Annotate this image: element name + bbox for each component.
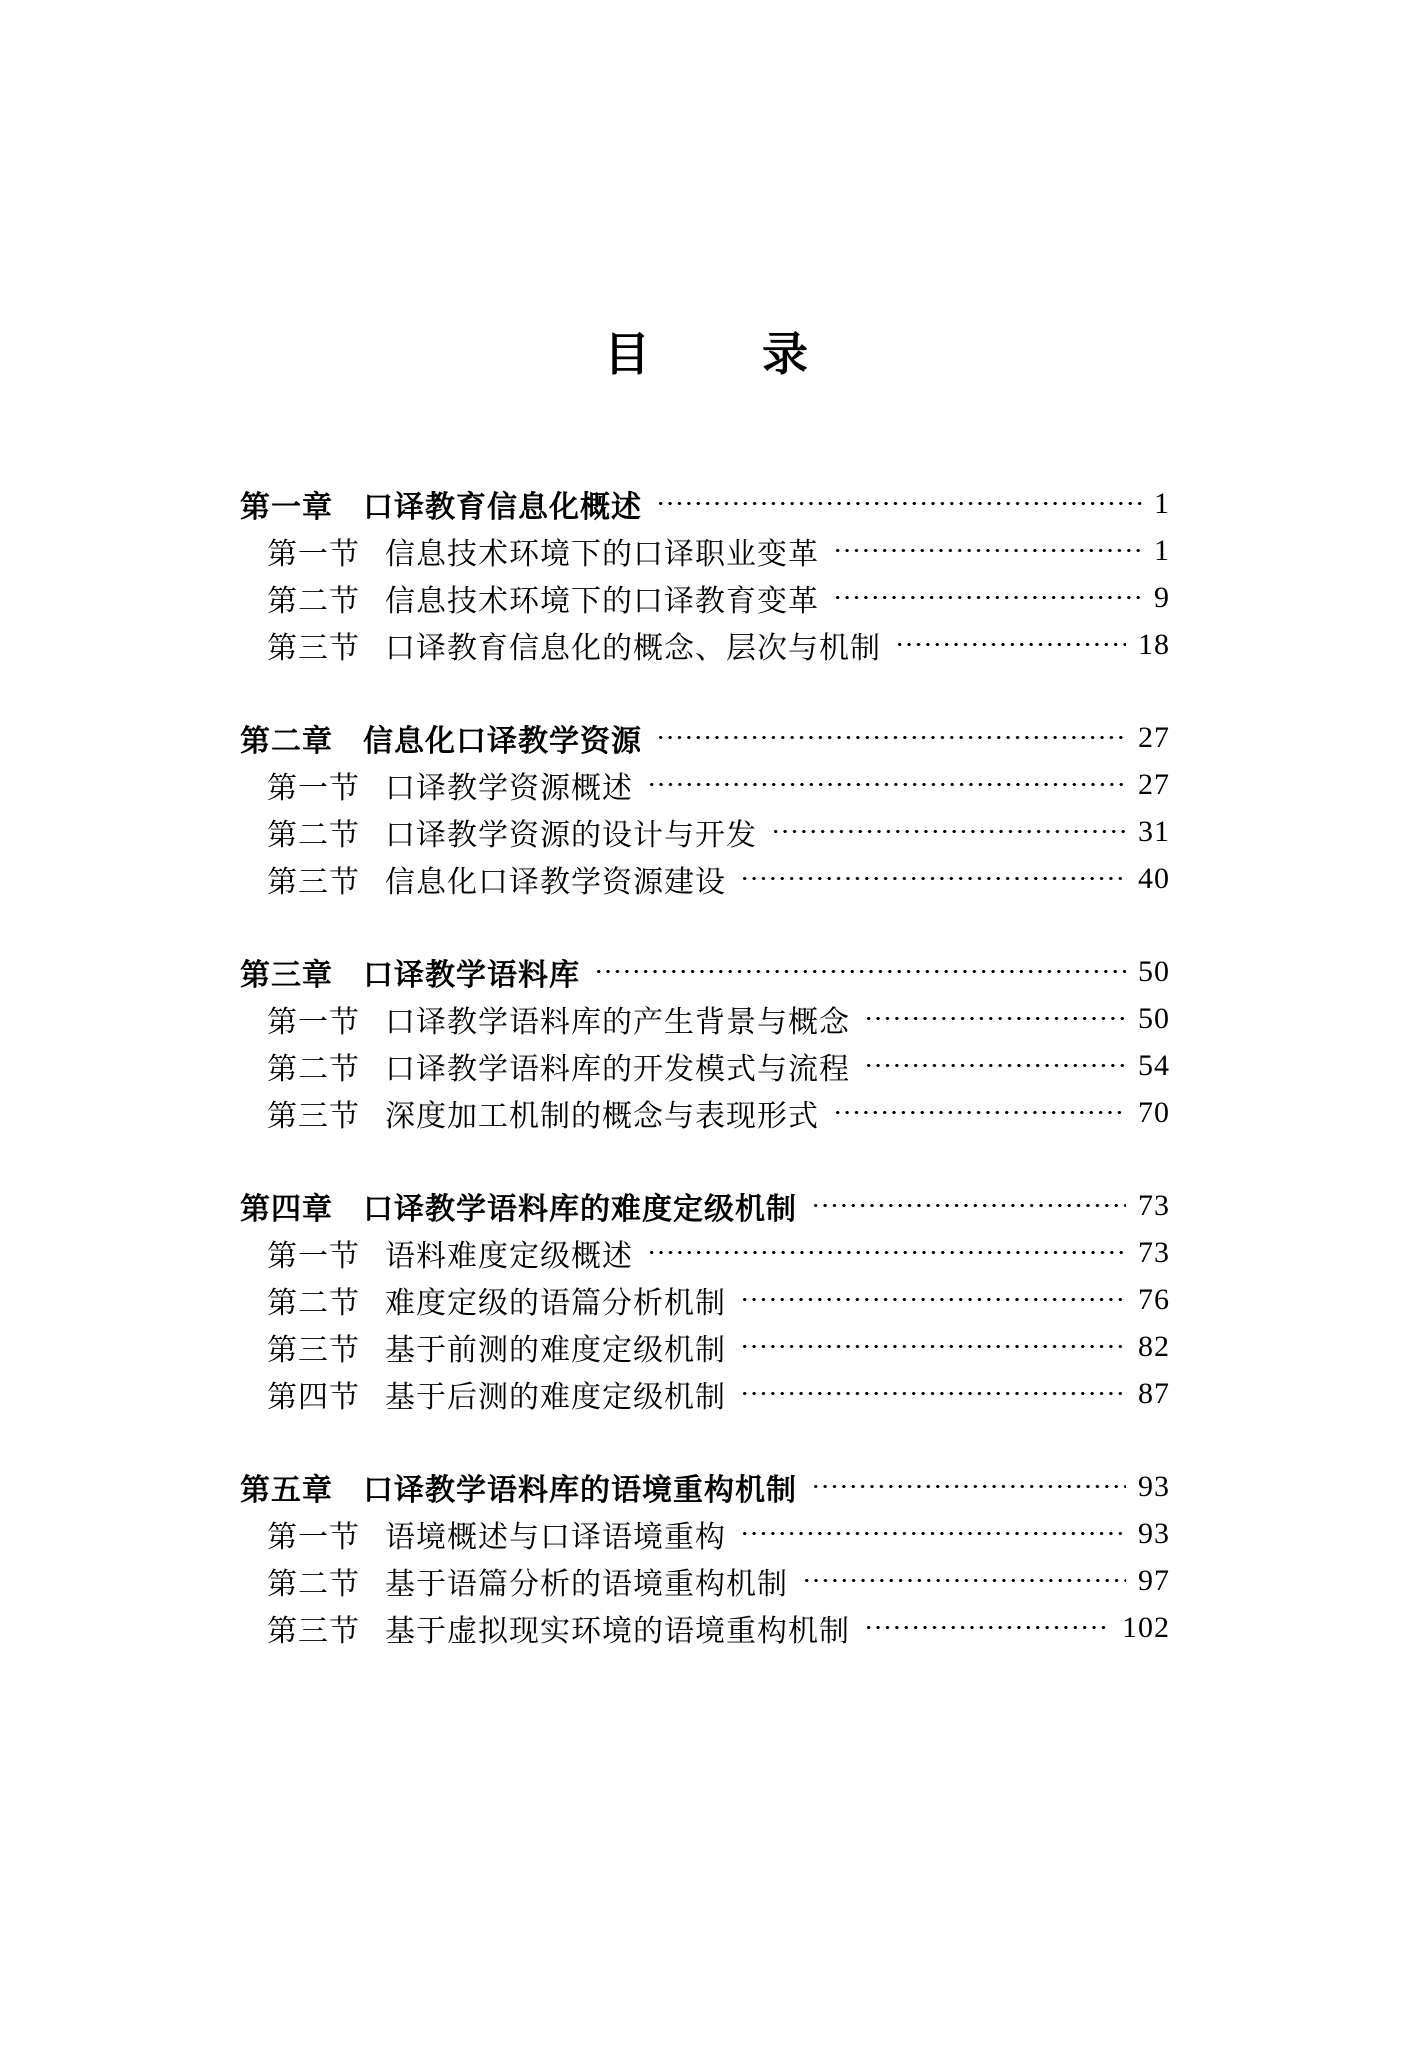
section-title: 信息技术环境下的口译教育变革 bbox=[385, 584, 819, 618]
toc-group bbox=[240, 480, 1170, 668]
section-title: 难度定级的语篇分析机制 bbox=[385, 1286, 726, 1320]
toc-section-row bbox=[240, 621, 1170, 668]
toc-group bbox=[240, 714, 1170, 902]
page-title-char-2: 录 bbox=[762, 329, 808, 380]
dot-leader bbox=[862, 1604, 1110, 1651]
toc-group bbox=[240, 1463, 1170, 1651]
toc-section-row bbox=[240, 1604, 1170, 1651]
section-title: 基于虚拟现实环境的语境重构机制 bbox=[385, 1614, 850, 1648]
chapter-label: 第三章 bbox=[240, 958, 333, 992]
section-title: 口译教学语料库的开发模式与流程 bbox=[385, 1052, 850, 1086]
dot-leader bbox=[738, 1510, 1126, 1557]
toc-section-row bbox=[240, 1229, 1170, 1276]
chapter-title: 口译教学语料库的难度定级机制 bbox=[363, 1192, 797, 1226]
section-label: 第三节 bbox=[267, 1614, 360, 1648]
section-title: 语料难度定级概述 bbox=[385, 1239, 633, 1273]
chapter-label: 第四章 bbox=[240, 1192, 333, 1226]
toc-chapter-row bbox=[240, 480, 1170, 527]
page-number: 50 bbox=[1138, 954, 1170, 988]
section-title: 口译教育信息化的概念、层次与机制 bbox=[385, 631, 881, 665]
chapter-title: 口译教育信息化概述 bbox=[363, 490, 642, 524]
page-number: 87 bbox=[1138, 1376, 1170, 1410]
dot-leader bbox=[769, 808, 1126, 855]
section-title: 信息技术环境下的口译职业变革 bbox=[385, 537, 819, 571]
dot-leader bbox=[738, 1370, 1126, 1417]
toc-section-row bbox=[240, 1370, 1170, 1417]
section-label: 第一节 bbox=[267, 771, 360, 805]
section-title: 口译教学语料库的产生背景与概念 bbox=[385, 1005, 850, 1039]
page-number: 73 bbox=[1138, 1235, 1170, 1269]
section-label: 第二节 bbox=[267, 584, 360, 618]
section-label: 第三节 bbox=[267, 1099, 360, 1133]
section-label: 第二节 bbox=[267, 1567, 360, 1601]
section-label: 第一节 bbox=[267, 537, 360, 571]
section-title: 基于语篇分析的语境重构机制 bbox=[385, 1567, 788, 1601]
page-number: 27 bbox=[1138, 767, 1170, 801]
page-number: 27 bbox=[1138, 720, 1170, 754]
section-title: 口译教学资源概述 bbox=[385, 771, 633, 805]
section-label: 第三节 bbox=[267, 865, 360, 899]
section-label: 第一节 bbox=[267, 1005, 360, 1039]
section-title: 基于后测的难度定级机制 bbox=[385, 1380, 726, 1414]
section-label: 第三节 bbox=[267, 631, 360, 665]
chapter-label: 第二章 bbox=[240, 724, 333, 758]
dot-leader bbox=[831, 527, 1142, 574]
chapter-title: 信息化口译教学资源 bbox=[363, 724, 642, 758]
chapter-label: 第一章 bbox=[240, 490, 333, 524]
dot-leader bbox=[738, 1276, 1126, 1323]
section-label: 第四节 bbox=[267, 1380, 360, 1414]
page-number: 97 bbox=[1138, 1563, 1170, 1597]
page-number: 93 bbox=[1138, 1516, 1170, 1550]
section-label: 第一节 bbox=[267, 1520, 360, 1554]
chapter-label: 第五章 bbox=[240, 1473, 333, 1507]
toc-section-row bbox=[240, 761, 1170, 808]
page-number: 40 bbox=[1138, 861, 1170, 895]
page-number: 73 bbox=[1138, 1188, 1170, 1222]
page-title-char-1: 目 bbox=[604, 329, 650, 380]
section-label: 第三节 bbox=[267, 1333, 360, 1367]
page-number: 50 bbox=[1138, 1001, 1170, 1035]
toc-section-row bbox=[240, 1557, 1170, 1604]
book-page bbox=[0, 329, 1412, 2050]
page-number: 54 bbox=[1138, 1048, 1170, 1082]
dot-leader bbox=[831, 1089, 1126, 1136]
page-number: 70 bbox=[1138, 1095, 1170, 1129]
chapter-title: 口译教学语料库 bbox=[363, 958, 580, 992]
dot-leader bbox=[592, 948, 1126, 995]
section-title: 基于前测的难度定级机制 bbox=[385, 1333, 726, 1367]
toc-section-row bbox=[240, 574, 1170, 621]
dot-leader bbox=[809, 1182, 1126, 1229]
section-title: 语境概述与口译语境重构 bbox=[385, 1520, 726, 1554]
section-label: 第一节 bbox=[267, 1239, 360, 1273]
toc-section-row bbox=[240, 1089, 1170, 1136]
section-label: 第二节 bbox=[267, 1286, 360, 1320]
dot-leader bbox=[809, 1463, 1126, 1510]
section-title: 信息化口译教学资源建设 bbox=[385, 865, 726, 899]
dot-leader bbox=[862, 1042, 1126, 1089]
toc-chapter-row bbox=[240, 714, 1170, 761]
section-label: 第二节 bbox=[267, 818, 360, 852]
page-number: 18 bbox=[1138, 627, 1170, 661]
dot-leader bbox=[654, 714, 1126, 761]
dot-leader bbox=[654, 480, 1142, 527]
page-number: 93 bbox=[1138, 1469, 1170, 1503]
toc-chapter-row bbox=[240, 1463, 1170, 1510]
dot-leader bbox=[893, 621, 1126, 668]
toc-section-row bbox=[240, 855, 1170, 902]
dot-leader bbox=[862, 995, 1126, 1042]
toc-section-row bbox=[240, 1510, 1170, 1557]
section-title: 口译教学资源的设计与开发 bbox=[385, 818, 757, 852]
chapter-title: 口译教学语料库的语境重构机制 bbox=[363, 1473, 797, 1507]
page-number: 76 bbox=[1138, 1282, 1170, 1316]
page-number: 102 bbox=[1122, 1610, 1170, 1644]
toc-group bbox=[240, 1182, 1170, 1417]
toc-group bbox=[240, 948, 1170, 1136]
section-title: 深度加工机制的概念与表现形式 bbox=[385, 1099, 819, 1133]
page-title bbox=[0, 329, 1412, 380]
dot-leader bbox=[738, 855, 1126, 902]
toc-section-row bbox=[240, 1276, 1170, 1323]
toc-section-row bbox=[240, 527, 1170, 574]
dot-leader bbox=[645, 761, 1126, 808]
page-number: 82 bbox=[1138, 1329, 1170, 1363]
toc-chapter-row bbox=[240, 1182, 1170, 1229]
dot-leader bbox=[738, 1323, 1126, 1370]
section-label: 第二节 bbox=[267, 1052, 360, 1086]
toc-chapter-row bbox=[240, 948, 1170, 995]
toc-section-row bbox=[240, 1323, 1170, 1370]
page-number: 1 bbox=[1154, 486, 1170, 520]
toc-section-row bbox=[240, 808, 1170, 855]
dot-leader bbox=[831, 574, 1142, 621]
page-number: 9 bbox=[1154, 580, 1170, 614]
dot-leader bbox=[800, 1557, 1126, 1604]
dot-leader bbox=[645, 1229, 1126, 1276]
toc-section-row bbox=[240, 1042, 1170, 1089]
table-of-contents bbox=[240, 480, 1170, 1651]
toc-section-row bbox=[240, 995, 1170, 1042]
page-number: 1 bbox=[1154, 533, 1170, 567]
page-number: 31 bbox=[1138, 814, 1170, 848]
